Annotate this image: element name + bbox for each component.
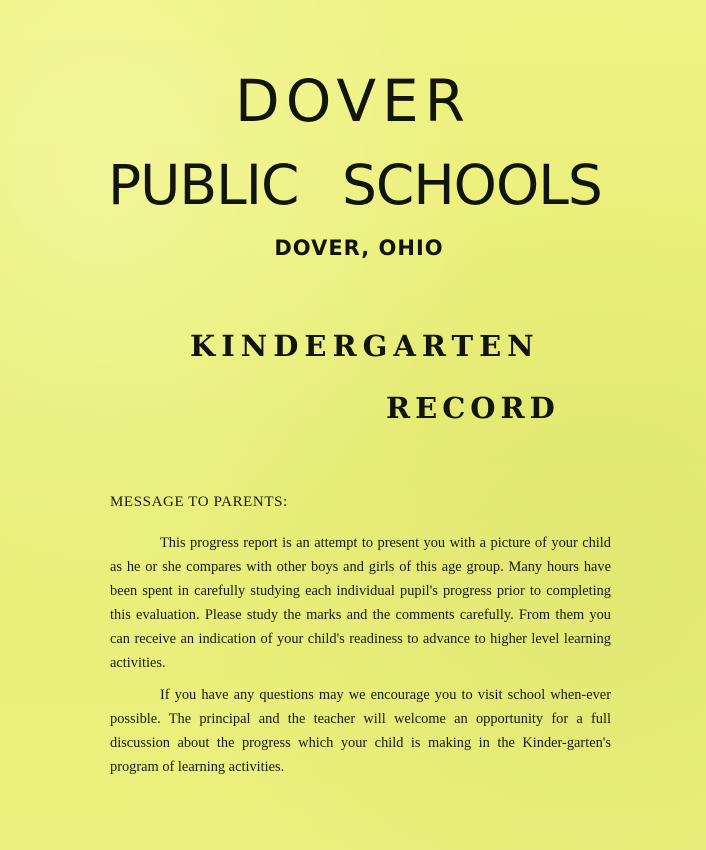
title-schools-word: SCHOOLS — [342, 153, 602, 217]
kindergarten-heading: KINDERGARTEN — [190, 329, 540, 363]
record-heading: RECORD — [386, 391, 560, 425]
location-heading: DOVER, OHIO — [274, 236, 444, 260]
title-public-schools — [108, 150, 628, 220]
message-paragraph-1: This progress report is an attempt to present you with a picture of your child as he or she compares with other boys and girls of this age group. Many hours have been spent in carefully studying each individual pupil's progress prior to completing this evaluation. Please study the marks and the comments carefully. From them you can receive an indication of your child's readiness to advance to higher level learning activities. — [110, 535, 611, 671]
message-paragraph-2: If you have any questions may we encourage you to visit school when-ever possible. The principal and the teacher will welcome an opportunity for a full discussion about the progress which your child is making in the Kinder-garten's program of learning activities. — [110, 687, 611, 775]
message-heading: MESSAGE TO PARENTS: — [110, 494, 288, 510]
title-dover: DOVER — [235, 67, 471, 135]
title-public-word: PUBLIC — [108, 153, 299, 217]
